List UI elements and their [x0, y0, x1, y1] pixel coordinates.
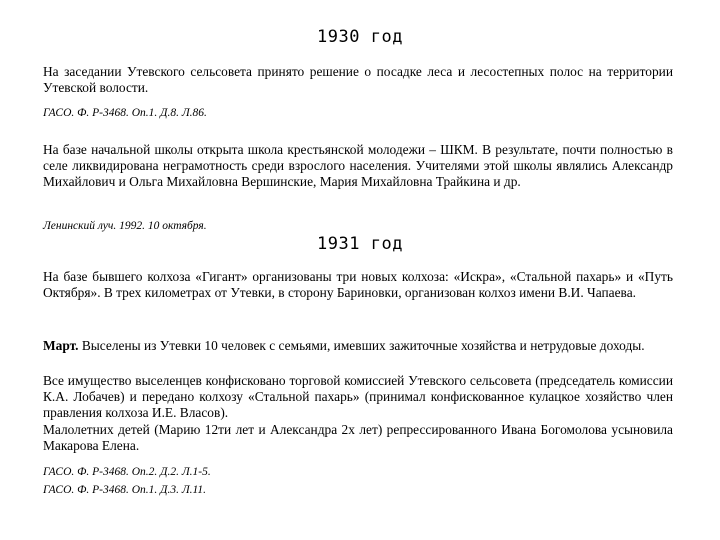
source-citation-gaso-3: ГАСО. Ф. Р-3468. Оп.1. Д.3. Л.11.: [43, 484, 207, 496]
source-citation-newspaper: Ленинский луч. 1992. 10 октября.: [43, 220, 207, 232]
heading-1930: 1930 год: [317, 27, 403, 47]
march-label: Март.: [43, 338, 79, 353]
source-citation-gaso-2: ГАСО. Ф. Р-3468. Оп.2. Д.2. Л.1-5.: [43, 466, 211, 478]
paragraph-kolkhoz-split: На базе бывшего колхоза «Гигант» организованы три новых колхоза: «Искра», «Стальной пахарь» и «Путь Октября». В трех километрах от Утевки, в сторону Бариновки, организован колхоз имени В.И. Чапаева.: [43, 269, 673, 301]
paragraph-property-confiscation: Все имущество выселенцев конфисковано торговой комиссией Утевского сельсовета (председатель комиссии К.А. Лобачев) и передано колхозу «Стальной пахарь» (принимал конфискованное кулацкое хозяйство член правления колхоза И.Е. Власов).: [43, 373, 673, 421]
heading-1931: 1931 год: [317, 234, 403, 254]
paragraph-children-adoption: Малолетних детей (Марию 12ти лет и Александра 2х лет) репрессированного Ивана Богомолова усыновила Макарова Елена.: [43, 422, 673, 454]
march-text: Выселены из Утевки 10 человек с семьями, имевших зажиточные хозяйства и нетрудовые доходы.: [78, 338, 645, 353]
source-citation-gaso-1: ГАСО. Ф. Р-3468. Оп.1. Д.8. Л.86.: [43, 107, 207, 119]
paragraph-shkm-school: На базе начальной школы открыта школа крестьянской молодежи – ШКМ. В результате, почти полностью в селе ликвидирована неграмотность среди взрослого населения. Учителями этой школы являлись Александр Михайлович и Ольга Михайловна Вершинские, Мария Михайловна Трайкина и др.: [43, 142, 673, 190]
paragraph-forest-planting: На заседании Утевского сельсовета принято решение о посадке леса и лесостепных полос на территории Утевской волости.: [43, 64, 673, 96]
paragraph-march-eviction: [43, 338, 673, 354]
